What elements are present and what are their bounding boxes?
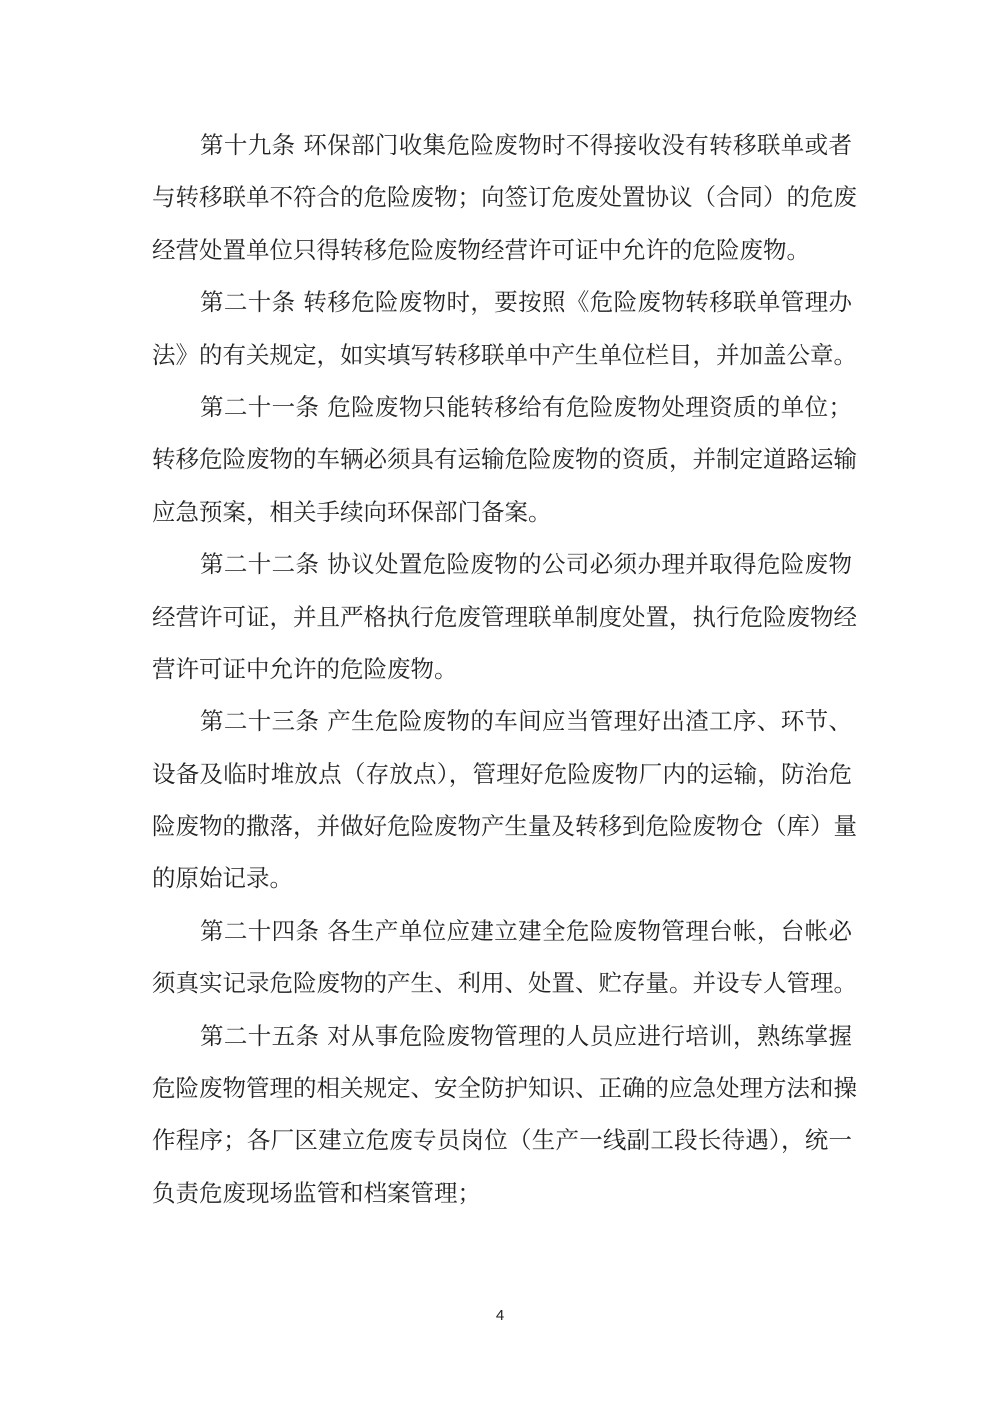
text-line: 作程序；各厂区建立危废专员岗位（生产一线副工段长待遇），统一 <box>152 1126 852 1155</box>
text-line: 负责危废现场监管和档案管理； <box>152 1178 481 1207</box>
text-line: 险废物的撒落，并做好危险废物产生量及转移到危险废物仓（库）量 <box>152 812 857 841</box>
text-line: 法》的有关规定，如实填写转移联单中产生单位栏目，并加盖公章。 <box>152 340 857 369</box>
text-line: 第二十条 转移危险废物时，要按照《危险废物转移联单管理办 <box>200 288 852 317</box>
text-line: 第十九条 环保部门收集危险废物时不得接收没有转移联单或者 <box>200 131 852 159</box>
text-line: 第二十一条 危险废物只能转移给有危险废物处理资质的单位； <box>200 392 852 421</box>
text-line: 应急预案，相关手续向环保部门备案。 <box>152 497 552 526</box>
text-line: 第二十五条 对从事危险废物管理的人员应进行培训，熟练掌握 <box>200 1021 852 1050</box>
text-line: 第二十二条 协议处置危险废物的公司必须办理并取得危险废物 <box>200 550 852 579</box>
page-number: 4 <box>495 1307 505 1324</box>
document-body <box>152 126 857 1226</box>
text-line: 的原始记录。 <box>152 864 293 893</box>
text-line: 营许可证中允许的危险废物。 <box>152 654 458 683</box>
text-line: 危险废物管理的相关规定、安全防护知识、正确的应急处理方法和操 <box>152 1074 857 1103</box>
text-line: 转移危险废物的车辆必须具有运输危险废物的资质，并制定道路运输 <box>152 445 857 474</box>
text-line: 须真实记录危险废物的产生、利用、处置、贮存量。并设专人管理。 <box>152 969 857 998</box>
text-line: 与转移联单不符合的危险废物；向签订危废处置协议（合同）的危废 <box>152 183 857 212</box>
text-line: 设备及临时堆放点（存放点），管理好危险废物厂内的运输，防治危 <box>152 759 852 788</box>
text-line: 经营许可证，并且严格执行危废管理联单制度处置，执行危险废物经 <box>152 602 857 631</box>
text-line: 经营处置单位只得转移危险废物经营许可证中允许的危险废物。 <box>152 235 810 264</box>
text-line: 第二十三条 产生危险废物的车间应当管理好出渣工序、环节、 <box>200 707 852 736</box>
text-line: 第二十四条 各生产单位应建立建全危险废物管理台帐，台帐必 <box>200 916 852 945</box>
